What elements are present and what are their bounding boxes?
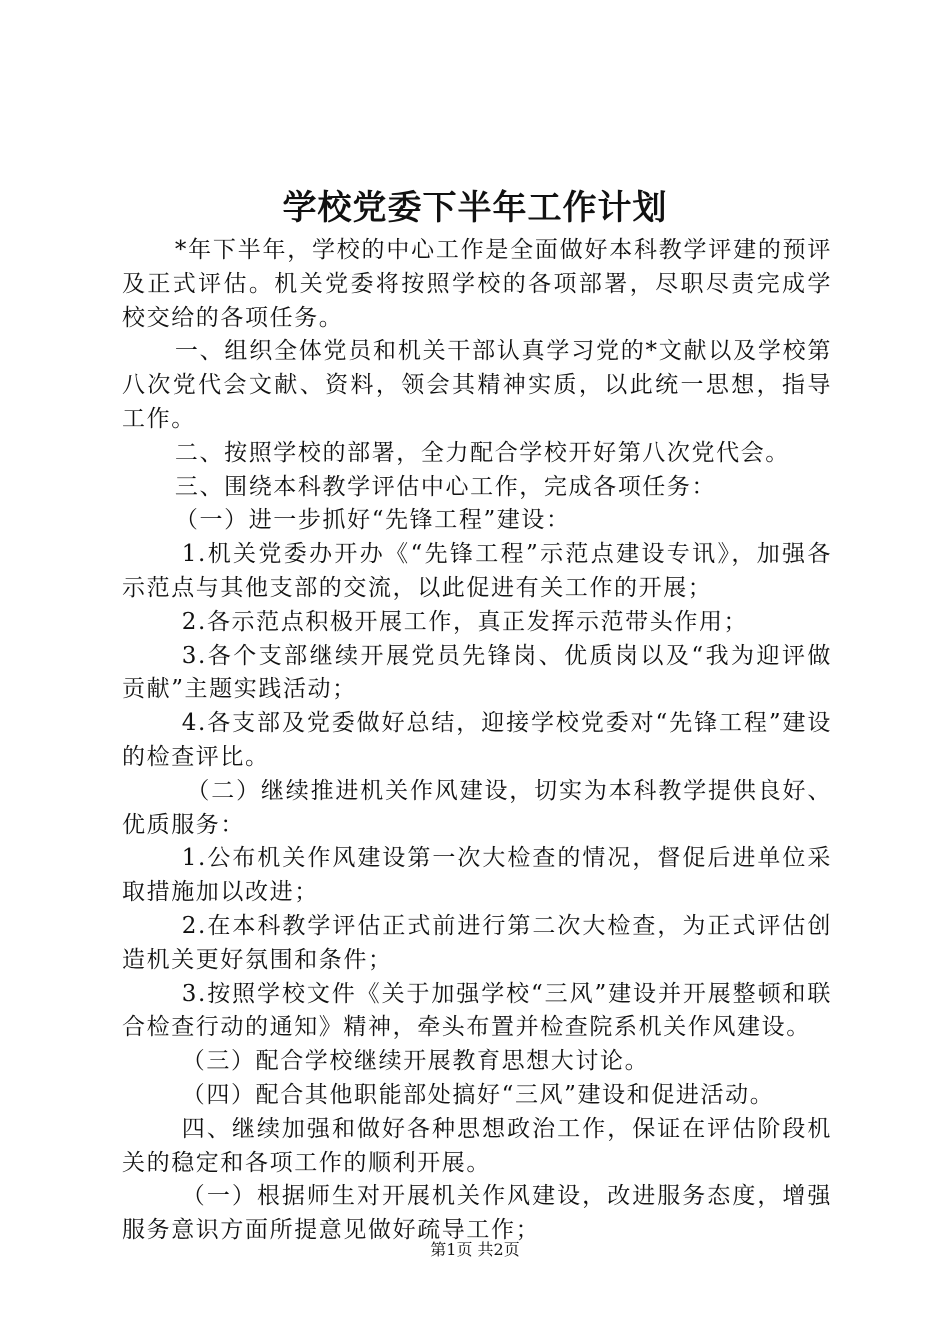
- paragraph-item-3-1-3: 3.各个支部继续开展党员先锋岗、优质岗以及“我为迎评做贡献”主题实践活动；: [122, 642, 832, 703]
- paragraph-item-3-2-3: 3.按照学校文件《关于加强学校“三风”建设并开展整顿和联合检查行动的通知》精神，牵头布置并检查院系机关作风建设。: [122, 980, 832, 1041]
- paragraph-item-3-1-2: 2.各示范点积极开展工作，真正发挥示范带头作用；: [181, 608, 749, 635]
- paragraph-subsection-3-3: （三）配合学校继续开展教育思想大讨论。: [181, 1048, 650, 1075]
- paragraph-section-4: 四、继续加强和做好各种思想政治工作，保证在评估阶段机关的稳定和各项工作的顺利开展。: [122, 1115, 832, 1176]
- paragraph-subsection-4-1: （一）根据师生对开展机关作风建设，改进服务态度，增强服务意识方面所提意见做好疏导工作；: [122, 1183, 832, 1244]
- paragraph-intro: *年下半年，学校的中心工作是全面做好本科教学评建的预评及正式评估。机关党委将按照学校的各项部署，尽职尽责完成学校交给的各项任务。: [122, 237, 832, 331]
- document-body: [122, 234, 832, 1248]
- paragraph-item-3-2-2: 2.在本科教学评估正式前进行第二次大检查，为正式评估创造机关更好氛围和条件；: [122, 912, 832, 973]
- paragraph-item-3-2-1: 1.公布机关作风建设第一次大检查的情况，督促后进单位采取措施加以改进；: [122, 845, 832, 906]
- paragraph-subsection-3-4: （四）配合其他职能部处搞好“三风”建设和促进活动。: [181, 1081, 775, 1108]
- page-footer: 第1页 共2页: [430, 1240, 520, 1259]
- paragraph-item-3-1-4: 4.各支部及党委做好总结，迎接学校党委对“先锋工程”建设的检查评比。: [122, 710, 832, 770]
- paragraph-subsection-3-1: （一）进一步抓好“先锋工程”建设：: [174, 507, 571, 534]
- paragraph-section-2: 二、按照学校的部署，全力配合学校开好第八次党代会。: [174, 439, 790, 466]
- document-title: 学校党委下半年工作计划: [282, 188, 668, 228]
- paragraph-subsection-3-2: （二）继续推进机关作风建设，切实为本科教学提供良好、优质服务：: [122, 777, 832, 838]
- paragraph-section-3: 三、围绕本科教学评估中心工作，完成各项任务：: [174, 473, 717, 500]
- paragraph-section-1: 一、组织全体党员和机关干部认真学习党的*文献以及学校第八次党代会文献、资料，领会其精神实质，以此统一思想，指导工作。: [122, 338, 832, 432]
- paragraph-item-3-1-1: 1.机关党委办开办《“先锋工程”示范点建设专讯》，加强各示范点与其他支部的交流，以此促进有关工作的开展；: [122, 541, 832, 601]
